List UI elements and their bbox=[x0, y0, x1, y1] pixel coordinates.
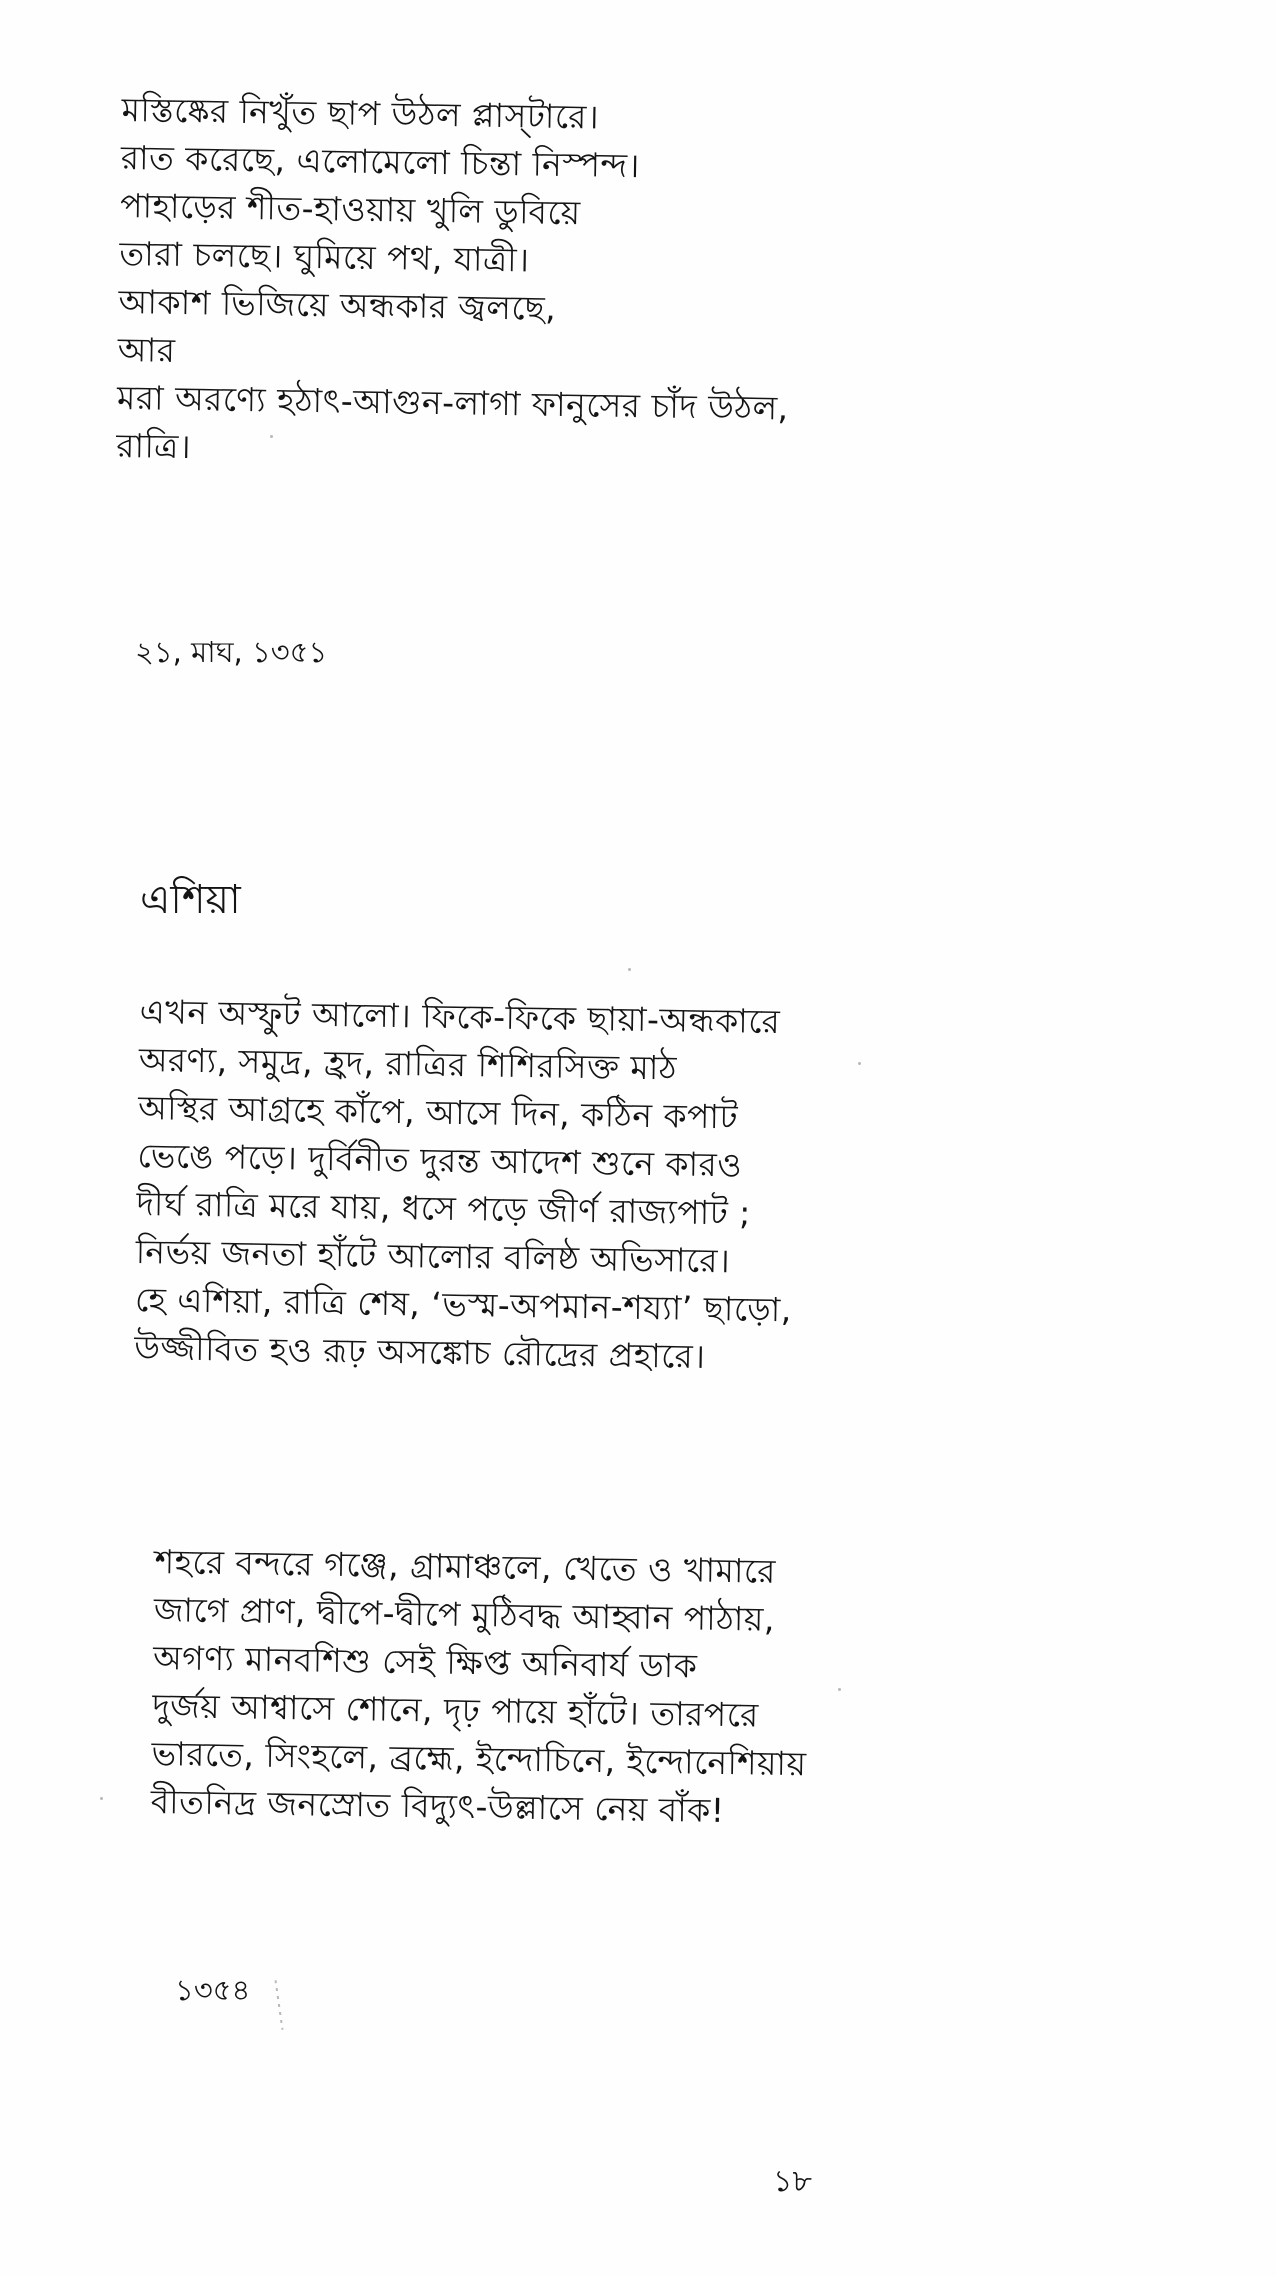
scan-speck bbox=[270, 435, 273, 438]
poem-line: তারা চলছে। ঘুমিয়ে পথ, যাত্রী। bbox=[119, 233, 530, 280]
poem-line: রাত্রি। bbox=[116, 425, 192, 467]
poem-line: মস্তিষ্কের নিখুঁত ছাপ উঠল প্লাস্‌টারে। bbox=[121, 89, 600, 137]
poem-title: এশিয়া bbox=[140, 877, 241, 923]
scan-artifact bbox=[275, 1980, 284, 2030]
poem-stanza-1 bbox=[134, 988, 797, 1382]
poem-line: অগণ্য মানবশিশু সেই ক্ষিপ্ত অনিবার্য ডাক bbox=[152, 1637, 698, 1686]
previous-poem-date: ২১, মাঘ, ১৩৫১ bbox=[135, 635, 328, 669]
poem-line: বীতনিদ্র জনস্রোত বিদ্যুৎ-উল্লাসে নেয় বাঁক! bbox=[150, 1781, 725, 1830]
poem-line: আকাশ ভিজিয়ে অন্ধকার জ্বলছে, bbox=[118, 281, 557, 328]
poem-line: অস্থির আগ্রহে কাঁপে, আসে দিন, কঠিন কপাট bbox=[137, 1087, 739, 1137]
poem-stanza-2 bbox=[150, 1538, 809, 1836]
poem-line: শহরে বন্দরে গঞ্জে, গ্রামাঞ্চলে, খেতে ও খামারে bbox=[154, 1541, 777, 1591]
scan-speck bbox=[838, 1688, 841, 1691]
scan-speck bbox=[628, 968, 631, 971]
poem-line: আর bbox=[117, 329, 176, 370]
poem-line: ভারতে, সিংহলে, ব্রহ্মে, ইন্দোচিনে, ইন্দোনেশিয়ায় bbox=[151, 1733, 807, 1784]
scan-speck bbox=[858, 1062, 861, 1065]
poem-line: রাত করেছে, এলোমেলো চিন্তা নিস্পন্দ। bbox=[120, 137, 641, 186]
poem-line: হে এশিয়া, রাত্রি শেষ, ‘ভস্ম-অপমান-শয্যা’ ছাড়ো, bbox=[134, 1279, 793, 1330]
previous-poem-ending bbox=[116, 86, 794, 481]
poem-date: ১৩৫৪ bbox=[175, 1973, 251, 2007]
poem-line: জাগে প্রাণ, দ্বীপে-দ্বীপে মুঠিবদ্ধ আহ্বান পাঠায়, bbox=[153, 1589, 776, 1639]
poem-line: উজ্জীবিত হও রূঢ় অসঙ্কোচ রৌদ্রের প্রহারে। bbox=[134, 1327, 706, 1376]
page-number: ১৮ bbox=[773, 2164, 812, 2199]
poem-line: পাহাড়ের শীত-হাওয়ায় খুলি ডুবিয়ে bbox=[119, 185, 581, 233]
poem-line: মরা অরণ্যে হঠাৎ-আগুন-লাগা ফানুসের চাঁদ উঠল, bbox=[116, 377, 789, 428]
poem-line: এখন অস্ফুট আলো। ফিকে-ফিকে ছায়া-অন্ধকারে bbox=[139, 991, 781, 1042]
poem-line: দুর্জয় আশ্বাসে শোনে, দৃঢ় পায়ে হাঁটে। তারপরে bbox=[152, 1685, 759, 1735]
poem-line: দীর্ঘ রাত্রি মরে যায়, ধসে পড়ে জীর্ণ রাজ্যপাট ; bbox=[136, 1183, 752, 1233]
poem-line: ভেঙে পড়ে। দুর্বিনীত দুরন্ত আদেশ শুনে কারও bbox=[137, 1135, 743, 1185]
poem-line: নির্ভয় জনতা হাঁটে আলোর বলিষ্ঠ অভিসারে। bbox=[135, 1231, 731, 1281]
scan-speck bbox=[100, 1797, 103, 1800]
poem-line: অরণ্য, সমুদ্র, হ্রদ, রাত্রির শিশিরসিক্ত মাঠ bbox=[138, 1039, 678, 1088]
